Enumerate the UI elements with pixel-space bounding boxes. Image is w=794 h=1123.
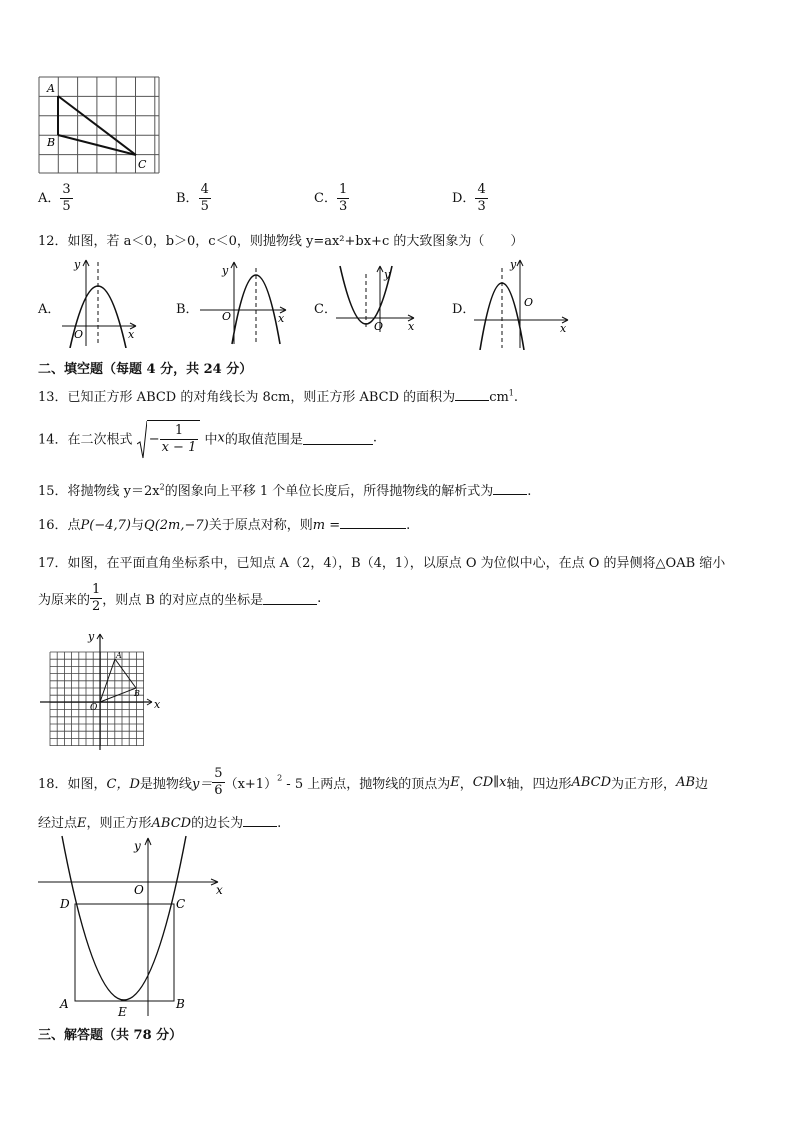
q11-option-b-fraction: $\frac{4}{5}$ (200, 182, 209, 214)
q17-line-2: 为原来的 $\frac{1}{2}$ ，则点 B 的对应点的坐标是 . (38, 582, 322, 614)
q12-option-b-graph[interactable] (198, 258, 292, 346)
q11-option-d-fraction: $\frac{4}{3}$ (477, 182, 486, 214)
q12-option-b-label[interactable]: B． (176, 302, 199, 317)
q12-c-y-label: y (384, 268, 391, 281)
section-3-title: 三、解答题（共 78 分） (38, 1028, 183, 1043)
q18-parabola (62, 836, 186, 1000)
q11-option-c[interactable]: C． $\frac{1}{3}$ (314, 182, 348, 214)
q17-x-label: x (154, 698, 161, 711)
q17-line-1: 17．如图，在平面直角坐标系中，已知点 A（2，4），B（4，1），以原点 O 为位似中心，在点 O 的异侧将△OAB 缩小 (38, 556, 726, 571)
q16-answer-blank[interactable] (340, 516, 406, 529)
q12-d-y-label: y (510, 258, 517, 271)
q12-option-a-graph[interactable] (60, 256, 142, 348)
q18-answer-blank[interactable] (243, 814, 277, 827)
q12-a-x-label: x (128, 328, 135, 341)
q12-option-d-label[interactable]: D． (452, 302, 476, 317)
q11-option-a[interactable]: A． $\frac{3}{5}$ (38, 182, 71, 214)
q15: 15．将抛物线 $y=2x^2$的图象向上平移 1 个单位长度后，所得抛物线的解析式为 . (38, 482, 532, 499)
q18-point-e: E (118, 1005, 127, 1018)
q17-answer-blank[interactable] (263, 592, 317, 605)
q11-point-b: B (47, 136, 56, 149)
q13-answer-blank[interactable] (455, 388, 489, 401)
q12-b-x-label: x (278, 312, 285, 325)
q11-option-b[interactable]: B． $\frac{4}{5}$ (176, 182, 209, 214)
q12-d-origin-label: O (524, 296, 534, 309)
q18-line-2: 经过点E，则正方形ABCD的边长为 . (38, 816, 282, 831)
q12-c-origin-label: O (374, 320, 384, 333)
q17-point-b: B (134, 689, 140, 698)
q18-x-label: x (216, 883, 223, 897)
q12-option-a-label[interactable]: A． (38, 302, 61, 317)
q14-answer-blank[interactable] (303, 432, 373, 445)
q11-option-c-fraction: $\frac{1}{3}$ (338, 182, 348, 214)
q18-parabola-figure (38, 834, 226, 1018)
q18-origin-label: O (134, 883, 144, 897)
q18-point-b: B (176, 997, 185, 1011)
q14: 14．在二次根式 − $\frac{1}{x - 1}$ 中x的取值范围是 . (38, 420, 377, 456)
q13: 13．已知正方形 ABCD 的对角线长为 8cm，则正方形 ABCD 的面积为 $cm^1$. (38, 388, 519, 405)
q18-point-c: C (176, 897, 186, 911)
q12-stem: 12．如图，若 a＜0，b＞0，c＜0，则抛物线 y=ax²+bx+c 的大致图象为（ ） (38, 234, 524, 249)
q17-y-label: y (88, 630, 95, 643)
q18-y-label: y (134, 839, 141, 853)
q12-c-x-label: x (408, 320, 415, 333)
q18-point-a: A (60, 997, 69, 1011)
q11-option-a-fraction: $\frac{3}{5}$ (62, 182, 71, 214)
q12-d-x-label: x (560, 322, 567, 335)
q17-origin-label: O (90, 703, 98, 713)
q17-point-a: A (116, 651, 122, 660)
q12-option-d-graph[interactable] (472, 256, 572, 350)
q17-coordinate-figure (38, 628, 164, 752)
section-2-title: 二、填空题（每题 4 分，共 24 分） (38, 362, 253, 377)
q12-option-c-graph[interactable] (334, 262, 418, 334)
q18-line-1: 18．如图，C，D是抛物线y＝ $\frac{5}{6}$ $(x+1)^2 - 5$ 上两点，抛物线的顶点为E，CD∥x轴，四边形ABCD为正方形，AB边 (38, 766, 709, 798)
q12-a-y-label: y (74, 258, 81, 271)
q12-option-c-label[interactable]: C． (314, 302, 337, 317)
q11-option-d[interactable]: D． $\frac{4}{3}$ (452, 182, 486, 214)
q15-answer-blank[interactable] (493, 482, 527, 495)
q11-grid-figure (38, 76, 160, 174)
q16: 16．点P(−4,7)与Q(2m,−7)关于原点对称，则m = . (38, 518, 411, 533)
q18-point-d: D (60, 897, 70, 911)
q12-b-y-label: y (222, 264, 229, 277)
q12-b-origin-label: O (222, 310, 232, 323)
q18-square (75, 904, 174, 1001)
q14-radical: − $\frac{1}{x - 1}$ (137, 420, 201, 456)
q12-a-origin-label: O (74, 328, 84, 341)
q11-point-c: C (138, 158, 147, 171)
q11-point-a: A (47, 82, 55, 95)
